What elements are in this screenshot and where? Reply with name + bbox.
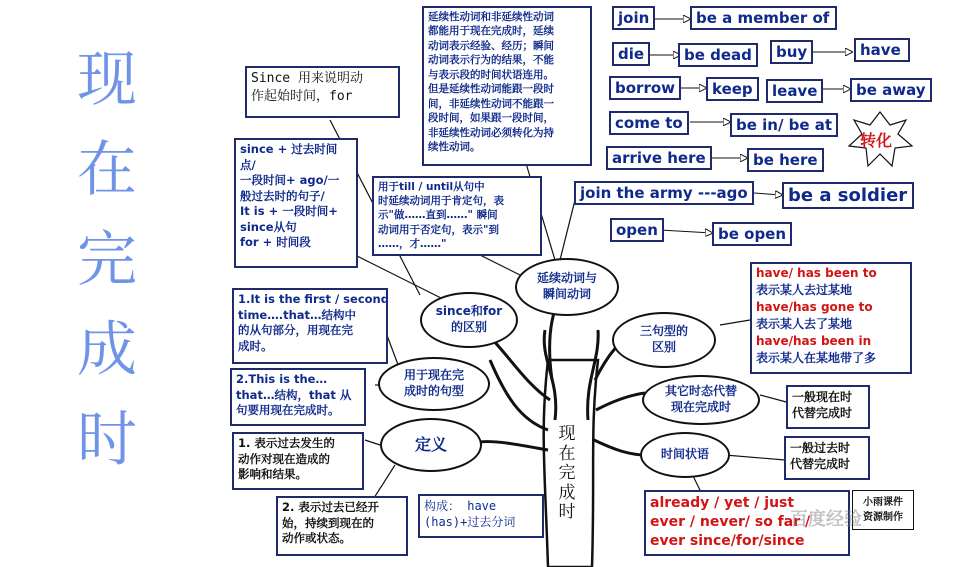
verb-join-the-army: join the army ---ago xyxy=(574,181,754,205)
verb-be-in-be-at: be in/ be at xyxy=(730,113,838,137)
verb-leave: leave xyxy=(766,79,823,103)
verb-be-open: be open xyxy=(712,222,792,246)
transform-label: 转化 xyxy=(860,131,893,150)
definition-node: 定义 xyxy=(380,418,482,472)
general-present-box: 一般现在时 代替完成时 xyxy=(786,385,870,429)
pattern-line-6: 表示某人在某地带了多 xyxy=(756,351,877,366)
title-char-3: 完 xyxy=(77,225,137,295)
since-start-box: Since 用来说明动 作起始时间，for xyxy=(245,66,400,118)
verb-be-a-member-of: be a member of xyxy=(690,6,837,30)
verb-come-to: come to xyxy=(609,111,689,135)
pattern-line-4: 表示某人去了某地 xyxy=(756,317,853,332)
time-words-box: already / yet / just ever / never/ so far / ever since/for/since xyxy=(644,490,850,556)
title-char-4: 成 xyxy=(77,315,137,385)
pattern-line-5: have/has been in xyxy=(756,334,872,349)
this-is-box: 2.This is the… that…结构，that 从 句要用现在完成时。 xyxy=(230,368,366,426)
continuous-note-box: 延续性动词和非延续性动词 都能用于现在完成时，延续 动词表示经验、经历；瞬间 动词表示行为的结果，不能 与表示段的时间状语连用。 但是延续性动词能跟一段时 间，非延续性动词不能跟一 段时间，如果跟一段时间， 非延续性动词必须转化为持 续性动词。 xyxy=(422,6,592,166)
time-adverbial-node: 时间状语 xyxy=(640,432,730,478)
verb-be-dead: be dead xyxy=(678,43,758,67)
watermark: 百度经验 xyxy=(790,509,862,530)
credit-box: 小雨课件 资源制作 xyxy=(852,490,914,530)
verb-be-a-soldier: be a soldier xyxy=(782,182,914,209)
verb-keep: keep xyxy=(706,77,759,101)
trunk-label: 现 在 完 成 时 xyxy=(558,424,576,523)
three-patterns-box xyxy=(750,262,912,374)
pattern-line-1: have/ has been to xyxy=(756,266,877,280)
till-until-box: 用于till / until从句中 时延续动词用于肯定句，表 示"做……直到……" 瞬间 动词用于否定句，表示"到 ……，才……" xyxy=(372,176,542,256)
general-past-box: 一般过去时 代替完成时 xyxy=(784,436,870,480)
continuous-verb-node: 延续动词与 瞬间动词 xyxy=(515,258,619,316)
since-for-node: since和for 的区别 xyxy=(420,292,518,348)
other-tense-node: 其它时态代替 现在完成时 xyxy=(642,375,760,425)
first-second-box: 1.It is the first / second time….that…结构中 的从句部分，用现在完 成时。 xyxy=(232,288,388,364)
construction-box: 构成： have (has)+过去分词 xyxy=(418,494,544,538)
pattern-line-2: 表示某人去过某地 xyxy=(756,283,853,298)
verb-arrive-here: arrive here xyxy=(606,146,712,170)
sentence-pattern-node: 用于现在完 成时的句型 xyxy=(378,357,490,411)
three-pattern-node: 三句型的 区别 xyxy=(612,312,716,368)
verb-join: join xyxy=(612,6,655,30)
since-rules-box: since + 过去时间 点/ 一段时间+ ago/一 般过去时的句子/ It is + 一段时间+ since从句 for + 时间段 xyxy=(234,138,358,268)
title-char-1: 现 xyxy=(77,45,137,115)
title-char-5: 时 xyxy=(77,405,137,475)
verb-open: open xyxy=(610,218,664,242)
pattern-line-3: have/has gone to xyxy=(756,300,873,315)
verb-buy: buy xyxy=(770,40,813,64)
verb-be-here: be here xyxy=(747,148,824,172)
verb-die: die xyxy=(612,42,650,66)
verb-be-away: be away xyxy=(850,78,932,102)
verb-borrow: borrow xyxy=(609,76,681,100)
title-char-2: 在 xyxy=(77,135,137,205)
definition-1-box: 1. 表示过去发生的 动作对现在造成的 影响和结果。 xyxy=(232,432,364,490)
definition-2-box: 2. 表示过去已经开 始，持续到现在的 动作或状态。 xyxy=(276,496,408,556)
verb-have: have xyxy=(854,38,910,62)
